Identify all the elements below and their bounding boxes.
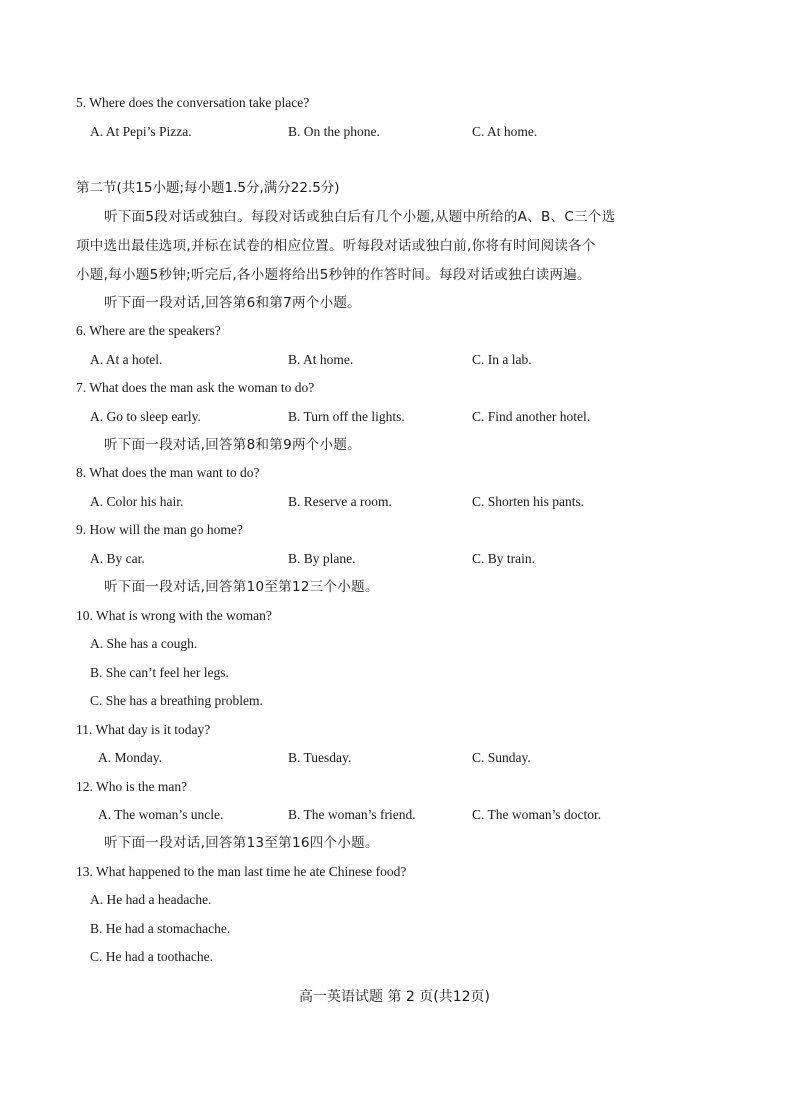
- intro-questions-13-16: 听下面一段对话,回答第13至第16四个小题。: [104, 835, 379, 851]
- q12-option-b: B. The woman’s friend.: [288, 807, 416, 822]
- section-2-heading: 第二节(共15小题;每小题1.5分,满分22.5分): [76, 180, 340, 196]
- instructions-line-2: 项中选出最佳选项,并标在试卷的相应位置。听每段对话或独白前,你将有时间阅读各个: [76, 238, 596, 254]
- question-11: 11. What day is it today?: [76, 722, 211, 737]
- question-13: 13. What happened to the man last time he ate Chinese food?: [76, 864, 407, 879]
- q12-option-c: C. The woman’s doctor.: [472, 807, 602, 822]
- q8-option-a: A. Color his hair.: [90, 494, 184, 509]
- q8-option-b: B. Reserve a room.: [288, 494, 392, 509]
- q7-option-b: B. Turn off the lights.: [288, 409, 405, 424]
- q12-option-a: A. The woman’s uncle.: [98, 807, 224, 822]
- q6-option-a: A. At a hotel.: [90, 352, 163, 367]
- q9-option-c: C. By train.: [472, 551, 535, 566]
- q8-option-c: C. Shorten his pants.: [472, 494, 585, 509]
- q9-option-b: B. By plane.: [288, 551, 356, 566]
- q5-option-a: A. At Pepi’s Pizza.: [90, 124, 192, 139]
- question-6: 6. Where are the speakers?: [76, 323, 221, 338]
- question-8: 8. What does the man want to do?: [76, 465, 260, 480]
- question-9: 9. How will the man go home?: [76, 522, 243, 537]
- q13-option-a: A. He had a headache.: [90, 892, 212, 907]
- q5-option-c: C. At home.: [472, 124, 538, 139]
- q10-option-c: C. She has a breathing problem.: [90, 693, 263, 708]
- q13-option-c: C. He had a toothache.: [90, 949, 213, 964]
- instructions-line-1: 听下面5段对话或独白。每段对话或独白后有几个小题,从题中所给的A、B、C三个选: [104, 209, 616, 225]
- q6-option-c: C. In a lab.: [472, 352, 532, 367]
- q10-option-a: A. She has a cough.: [90, 636, 198, 651]
- q6-option-b: B. At home.: [288, 352, 354, 367]
- q11-option-a: A. Monday.: [98, 750, 162, 765]
- q5-option-b: B. On the phone.: [288, 124, 380, 139]
- q13-option-b: B. He had a stomachache.: [90, 921, 231, 936]
- question-10: 10. What is wrong with the woman?: [76, 608, 272, 623]
- q11-option-c: C. Sunday.: [472, 750, 531, 765]
- instructions-line-3: 小题,每小题5秒钟;听完后,各小题将给出5秒钟的作答时间。每段对话或独白读两遍。: [76, 267, 591, 283]
- question-5: 5. Where does the conversation take place?: [76, 95, 310, 110]
- q7-option-a: A. Go to sleep early.: [90, 409, 201, 424]
- intro-questions-6-7: 听下面一段对话,回答第6和第7两个小题。: [104, 295, 361, 311]
- question-7: 7. What does the man ask the woman to do?: [76, 380, 315, 395]
- q7-option-c: C. Find another hotel.: [472, 409, 591, 424]
- question-12: 12. Who is the man?: [76, 779, 188, 794]
- q11-option-b: B. Tuesday.: [288, 750, 352, 765]
- intro-questions-8-9: 听下面一段对话,回答第8和第9两个小题。: [104, 437, 361, 453]
- q10-option-b: B. She can’t feel her legs.: [90, 665, 229, 680]
- q9-option-a: A. By car.: [90, 551, 145, 566]
- page-footer: 高一英语试题 第 2 页(共12页): [299, 989, 490, 1005]
- intro-questions-10-12: 听下面一段对话,回答第10至第12三个小题。: [104, 579, 379, 595]
